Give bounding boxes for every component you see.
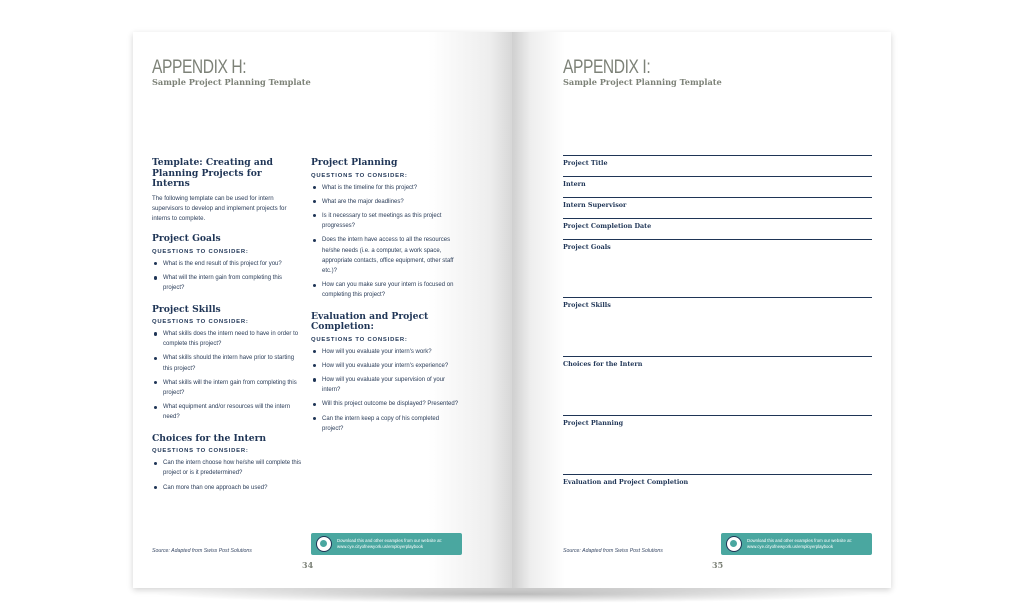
booklet-spread [133,32,891,588]
appendix-i-title: APPENDIX I: [563,57,651,78]
page-number: 34 [302,560,314,570]
questions-label: QUESTIONS TO CONSIDER: [152,248,249,255]
appendix-h-subtitle: Sample Project Planning Template [152,77,311,87]
download-banner[interactable] [721,533,872,555]
form-label: Project Goals [563,243,611,251]
list-item: How can you make sure your intern is focused on completing this project? [311,280,461,300]
appendix-i-subtitle: Sample Project Planning Template [563,77,722,87]
goals-questions [152,259,302,294]
list-item: Does the intern have access to all the resources he/she needs (i.e. a computer, a work space, appropriate contacts, office equipment, other staff etc.)? [311,235,461,276]
page-number: 35 [712,560,724,570]
page-34 [133,32,512,588]
skills-questions [152,329,302,423]
list-item: Can the intern keep a copy of his completed project? [311,414,461,434]
form-label: Project Skills [563,301,611,309]
form-label: Project Planning [563,419,624,427]
questions-label: QUESTIONS TO CONSIDER: [152,448,249,455]
form-label: Project Title [563,159,608,167]
form-row-project-skills [563,297,872,356]
form-label: Intern [563,180,586,188]
skills-heading: Project Skills [152,303,221,315]
list-item: How will you evaluate your supervision of your intern? [311,375,461,395]
globe-icon [316,536,332,552]
list-item: How will you evaluate your intern's work? [311,347,461,357]
form-label: Project Completion Date [563,222,652,230]
download-banner[interactable] [311,533,462,555]
form-row-project-planning [563,415,872,474]
intro-text: The following template can be used for intern supervisors to develop and implement projects for interns to complete. [152,194,287,223]
list-item: What is the timeline for this project? [311,183,461,193]
form-label: Intern Supervisor [563,201,627,209]
evaluation-heading: Evaluation and Project Completion: [311,310,429,333]
form-row-project-goals [563,239,872,297]
list-item: What will the intern gain from completing this project? [152,273,302,293]
list-item: What skills will the intern gain from completing this project? [152,378,302,398]
choices-heading: Choices for the Intern [152,432,267,444]
source-note: Source: Adapted from Swiss Post Solutions [152,548,252,554]
left-column [152,158,302,504]
list-item: What are the major deadlines? [311,197,461,207]
banner-text: Download this and other examples from our website at: www.cye.cityofnewyork.us/employerplaybook [747,538,852,549]
list-item: Is it necessary to set meetings as this project progresses? [311,211,461,231]
questions-label: QUESTIONS TO CONSIDER: [152,319,249,325]
planning-heading: Project Planning [311,157,398,168]
list-item: What is the end result of this project for you? [152,259,302,269]
globe-icon [726,536,742,552]
list-item: What equipment and/or resources will the intern need? [152,402,302,422]
planning-questions [311,183,461,301]
goals-heading: Project Goals [152,233,221,245]
form-label: Choices for the Intern [563,360,643,368]
form-row-intern [563,176,872,197]
form-label: Evaluation and Project Completion [563,478,689,486]
list-item: Can more than one approach be used? [152,483,302,493]
list-item: What skills does the intern need to have in order to complete this project? [152,329,302,349]
list-item: Can the intern choose how he/she will complete this project or is it predetermined? [152,458,302,478]
project-planning-form [563,155,872,514]
questions-label: QUESTIONS TO CONSIDER: [311,172,408,179]
choices-questions [152,458,302,493]
right-column [311,158,461,445]
list-item: Will this project outcome be displayed? Presented? [311,399,461,409]
list-item: What skills should the intern have prior to starting this project? [152,353,302,373]
intro-heading: Template: Creating and Planning Projects for Interns [152,157,273,189]
list-item: How will you evaluate your intern's experience? [311,361,461,371]
page-35 [512,32,891,588]
appendix-h-title: APPENDIX H: [152,57,247,78]
form-row-choices [563,356,872,415]
source-note: Source: Adapted from Swiss Post Solutions [563,548,663,554]
evaluation-questions [311,347,461,434]
form-row-project-title [563,155,872,176]
form-row-intern-supervisor [563,197,872,218]
questions-label: QUESTIONS TO CONSIDER: [311,336,408,343]
banner-text: Download this and other examples from our website at: www.cye.cityofnewyork.us/employerplaybook [337,538,442,549]
form-row-evaluation [563,474,872,514]
form-row-completion-date [563,218,872,239]
